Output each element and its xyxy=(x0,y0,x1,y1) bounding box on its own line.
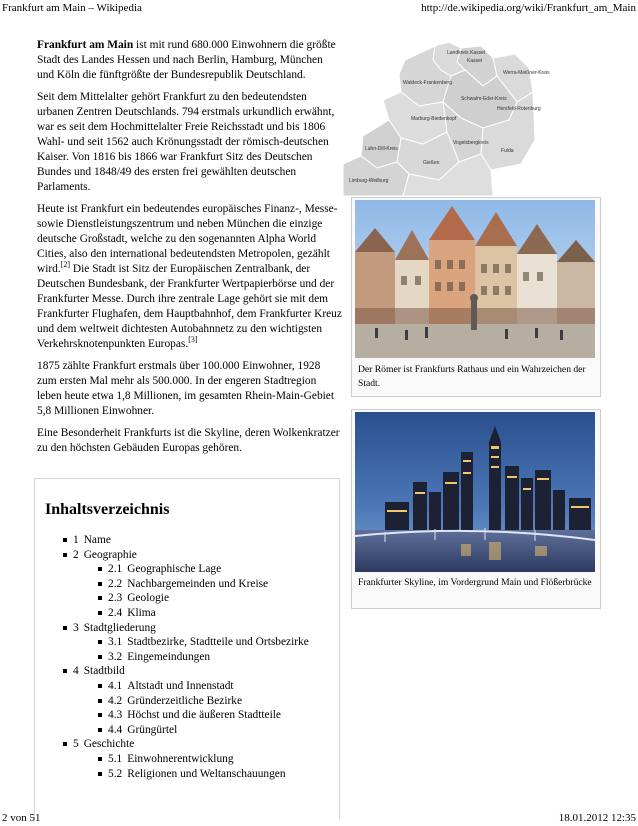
toc-item[interactable]: 1 Name xyxy=(63,533,309,548)
print-header-title: Frankfurt am Main – Wikipedia xyxy=(2,2,142,14)
map-label: Schwalm-Eder-Kreis xyxy=(461,96,507,102)
print-footer-page: 2 von 51 xyxy=(2,812,41,824)
reference-link[interactable]: [3] xyxy=(188,335,198,345)
map-label: Landkreis Kassel xyxy=(447,50,486,56)
toc-title: Inhaltsverzeichnis xyxy=(45,501,170,518)
reference-link[interactable]: [2] xyxy=(60,260,71,270)
map-label: Hersfeld-Rotenburg xyxy=(497,106,541,112)
toc-item[interactable]: 4 Stadtbild 4.1 Altstadt und Innenstadt 4.2 Gründerzeitliche Bezirke 4.3 Höchst und die äußeren Stadtteile 4.4 Grüngürtel xyxy=(63,664,309,737)
hessen-district-map xyxy=(343,40,550,196)
toc-item[interactable]: 2 Geographie 2.1 Geographische Lage 2.2 Nachbargemeinden und Kreise 2.3 Geologie 2.4 Klima xyxy=(63,548,309,621)
paragraph: Eine Besonderheit Frankfurts ist die Skyline, deren Wolkenkratzer zu den höchsten Gebäuden Europas gehören. xyxy=(37,427,340,454)
map-label: Werra-Meißner-Kreis xyxy=(503,70,550,76)
roemer-photo[interactable] xyxy=(355,200,595,358)
paragraph: Seit dem Mittelalter gehört Frankfurt zu den bedeutendsten urbanen Zentren Deutschlands. 794 erstmals urkundlich erwähnt, war es seit dem Hochmittelalter Freie Reichsstadt und bis 1806 Wahl- und seit 1562 auch Krönungsstadt der römisch-deutschen Kaiser. Von 1816 bis 1866 war Frankfurt Sitz des Deutschen Bundes und 1848/49 des ersten frei gewählten deutschen Parlaments. xyxy=(37,91,335,193)
toc-subitem[interactable]: 4.2 Gründerzeitliche Bezirke xyxy=(98,694,309,709)
toc-subitem[interactable]: 5.2 Religionen und Weltanschauungen xyxy=(98,767,309,782)
print-header-url[interactable]: http://de.wikipedia.org/wiki/Frankfurt_am_Main xyxy=(421,2,636,14)
skyline-caption: Frankfurter Skyline, im Vordergrund Main und Flößerbrücke xyxy=(358,577,592,588)
roemer-caption: Der Römer ist Frankfurts Rathaus und ein Wahrzeichen der Stadt. xyxy=(358,364,586,389)
toc-subitem[interactable]: 2.2 Nachbargemeinden und Kreise xyxy=(98,577,309,592)
paragraph: Frankfurt am Main ist mit rund 680.000 Einwohnern die größte Stadt des Landes Hessen und nach Berlin, Hamburg, München und Köln die fünftgrößte der Bundesrepublik Deutschland. xyxy=(37,39,336,81)
map-label: Lahn-Dill-Kreis xyxy=(365,146,398,152)
article-intro xyxy=(37,38,342,463)
skyline-photo[interactable] xyxy=(355,412,595,572)
table-of-contents xyxy=(34,478,340,819)
toc-subitem[interactable]: 3.1 Stadtbezirke, Stadtteile und Ortsbezirke xyxy=(98,635,309,650)
map-label: Kassel xyxy=(467,58,483,64)
paragraph: 1875 zählte Frankfurt erstmals über 100.000 Einwohner, 1928 zum ersten Mal mehr als 500.000. In der engeren Stadtregion leben heute etwa 1,8 Millionen, im gesamten Rhein-Main-Gebiet 5,8 Millionen Einwohner. xyxy=(37,360,335,417)
toc-list xyxy=(63,533,309,781)
toc-subitem[interactable]: 4.1 Altstadt und Innenstadt xyxy=(98,679,309,694)
map-label: Limburg-Weilburg xyxy=(349,178,389,184)
toc-subitem[interactable]: 4.3 Höchst und die äußeren Stadtteile xyxy=(98,708,309,723)
map-label: Marburg-Biedenkopf xyxy=(411,116,457,122)
paragraph: Heute ist Frankfurt ein bedeutendes europäisches Finanz-, Messe- sowie Dienstleistungszentrum und neben München die einzige deutsche Großstadt, welche zu den sogenannten Alpha World Cities, also den international bedeutendsten Metropolen, gezählt wird.[2] Die Stadt ist Sitz der Europäischen Zentralbank, der Deutschen Bundesbank, der Frankfurter Wertpapierbörse und der Frankfurter Messe. Durch ihre zentrale Lage gehört sie mit dem Frankfurter Flughafen, dem Hauptbahnhof, dem Frankfurter Kreuz und dem weltweit dichtesten Autobahnnetz zu den wichtigsten Verkehrsknotenpunkten Europas.[3] xyxy=(37,203,342,350)
map-label: Waldeck-Frankenberg xyxy=(403,80,453,86)
map-label: Vogelsbergkreis xyxy=(453,140,489,146)
toc-subitem[interactable]: 5.1 Einwohnerentwicklung xyxy=(98,752,309,767)
article-subject: Frankfurt am Main xyxy=(37,39,134,51)
toc-item[interactable]: 3 Stadtgliederung 3.1 Stadtbezirke, Stadtteile und Ortsbezirke 3.2 Eingemeindungen xyxy=(63,621,309,665)
map-label: Fulda xyxy=(501,148,514,154)
toc-subitem[interactable]: 3.2 Eingemeindungen xyxy=(98,650,309,665)
toc-subitem[interactable]: 2.3 Geologie xyxy=(98,591,309,606)
toc-item[interactable]: 5 Geschichte 5.1 Einwohnerentwicklung 5.2 Religionen und Weltanschauungen xyxy=(63,737,309,781)
toc-subitem[interactable]: 2.1 Geographische Lage xyxy=(98,562,309,577)
print-footer-datetime: 18.01.2012 12:35 xyxy=(558,812,636,824)
toc-subitem[interactable]: 2.4 Klima xyxy=(98,606,309,621)
toc-subitem[interactable]: 4.4 Grüngürtel xyxy=(98,723,309,738)
map-label: Gießen xyxy=(423,160,440,166)
